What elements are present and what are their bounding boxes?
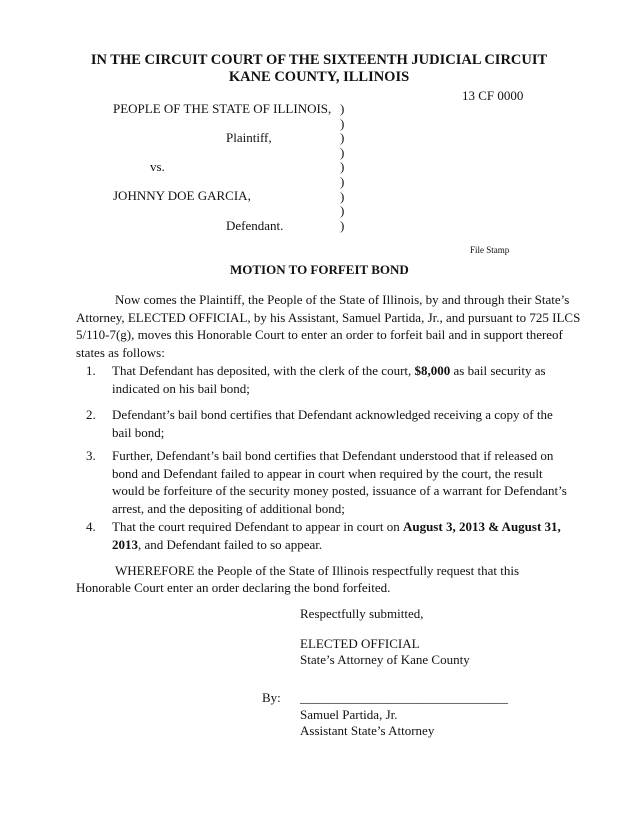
list-item — [86, 406, 567, 441]
paren: ) — [340, 173, 345, 189]
paren: ) — [340, 188, 345, 204]
office-title: State’s Attorney of Kane County — [300, 652, 470, 667]
item-text: That Defendant has deposited, with the clerk of the court, — [112, 363, 415, 378]
item-number: 2. — [86, 407, 96, 422]
list-item — [86, 447, 567, 517]
intro-line-3: 5/110-7(g), moves this Honorable Court to enter an order to forfeit bail and in support thereof — [76, 327, 563, 342]
official-name: ELECTED OFFICIAL — [300, 636, 420, 651]
file-stamp-label: File Stamp — [470, 245, 510, 255]
paren: ) — [340, 101, 345, 116]
paren: ) — [340, 203, 345, 219]
signature-line: ________________________________ — [300, 690, 508, 705]
item-number: 3. — [86, 448, 96, 463]
defendant-role: Defendant. — [226, 218, 284, 233]
defendant-name: JOHNNY DOE GARCIA, — [113, 188, 251, 203]
plaintiff-role: Plaintiff, — [226, 130, 272, 145]
item-number: 1. — [86, 363, 96, 378]
signer-name: Samuel Partida, Jr. — [300, 707, 398, 722]
list-item — [86, 518, 567, 553]
versus-label: vs. — [150, 159, 165, 174]
item-text: That the court required Defendant to appear in court on — [112, 519, 403, 534]
closing-text: Respectfully submitted, — [300, 606, 424, 621]
item-text: as bail security as indicated on his bail bond; — [112, 363, 546, 396]
caption-parentheses — [340, 102, 344, 233]
plaintiff-name: PEOPLE OF THE STATE OF ILLINOIS, — [113, 101, 332, 116]
court-name-line1: IN THE CIRCUIT COURT OF THE SIXTEENTH JUDICIAL CIRCUIT — [90, 52, 548, 68]
paren: ) — [340, 130, 345, 146]
intro-line-4: states as follows: — [76, 345, 165, 360]
bail-amount: $8,000 — [414, 363, 451, 378]
intro-line-2: Attorney, ELECTED OFFICIAL, by his Assistant, Samuel Partida, Jr., and pursuant to 725 ILCS — [76, 310, 581, 325]
appearance-dates: August 3, 2013 & August 31, 2013 — [112, 519, 561, 552]
item-text: Further, Defendant’s bail bond certifies that Defendant understood that if released on bond and Defendant failed to appear in court when required by the court, the result would be forfeiture of the security money posted, issuance of a warrant for Defendant’s arrest, and the depositing of additional bond; — [112, 448, 567, 516]
paren: ) — [340, 144, 345, 160]
court-name-line2: KANE COUNTY, ILLINOIS — [228, 69, 410, 85]
item-number: 4. — [86, 519, 96, 534]
by-label: By: — [262, 690, 281, 705]
list-item — [86, 362, 567, 397]
paren: ) — [340, 159, 345, 175]
intro-line-1: Now comes the Plaintiff, the People of the State of Illinois, by and through their State’s — [115, 292, 570, 307]
paren: ) — [340, 217, 345, 233]
item-text: , and Defendant failed to so appear. — [138, 536, 323, 552]
wherefore-line-1: WHEREFORE the People of the State of Illinois respectfully request that this — [115, 563, 520, 578]
signer-title: Assistant State’s Attorney — [300, 723, 435, 738]
case-number: 13 CF 0000 — [462, 88, 524, 103]
wherefore-line-2: Honorable Court enter an order declaring the bond forfeited. — [76, 580, 391, 595]
item-text: Defendant’s bail bond certifies that Defendant acknowledged receiving a copy of the bail bond; — [112, 407, 553, 440]
paren: ) — [340, 115, 345, 131]
motion-title: MOTION TO FORFEIT BOND — [230, 262, 409, 277]
